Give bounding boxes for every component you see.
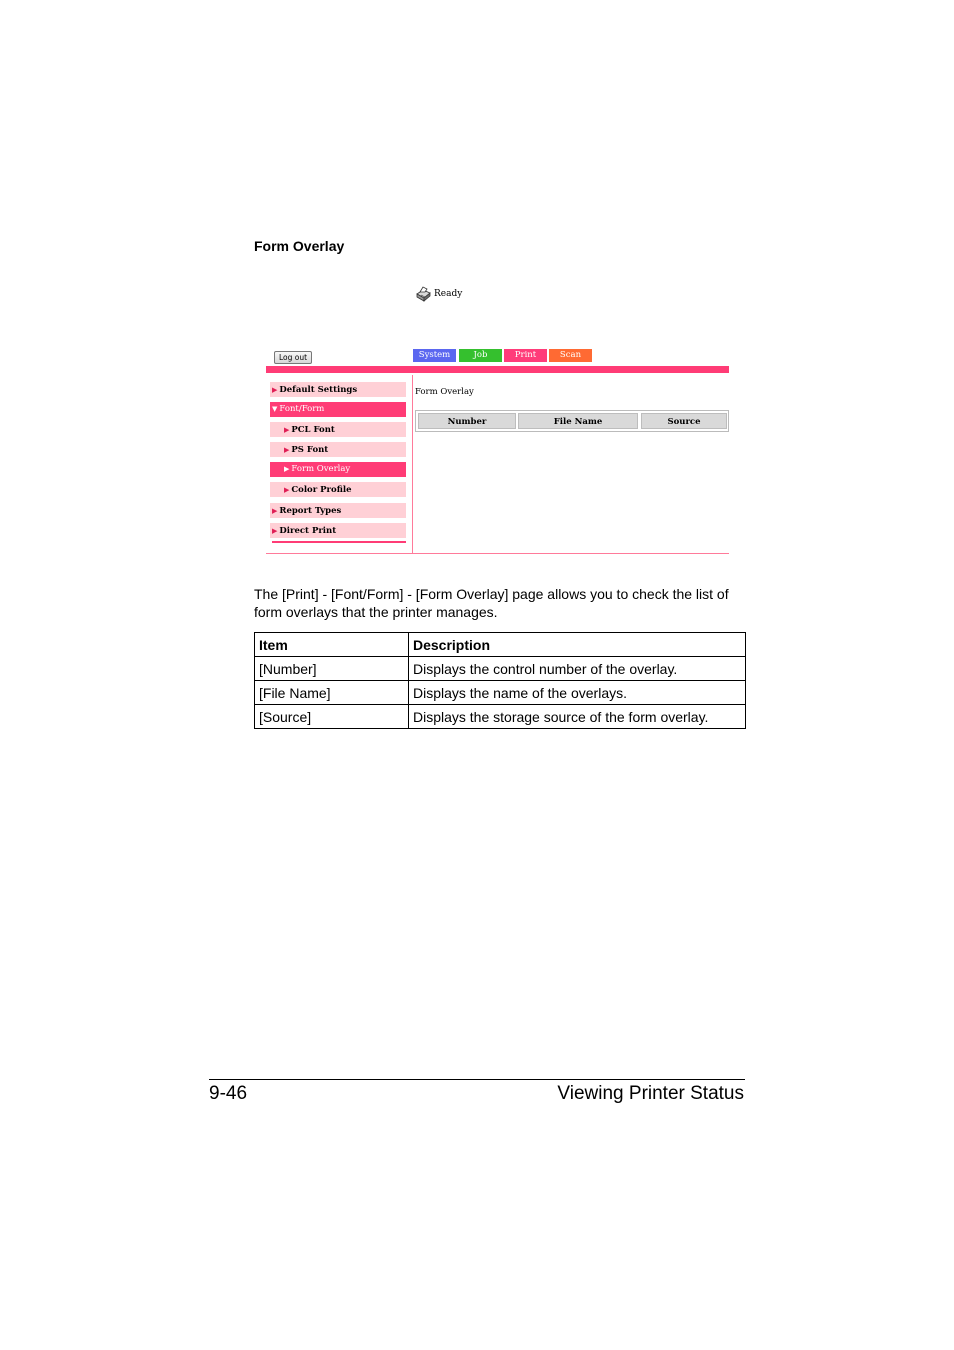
printer-icon bbox=[414, 285, 432, 303]
table-row bbox=[255, 657, 746, 681]
tab-print[interactable]: Print bbox=[504, 349, 547, 362]
nav-bottom-divider bbox=[272, 541, 406, 543]
nav-item-direct-print[interactable]: ▶ Direct Print bbox=[270, 523, 406, 538]
cell-item: [Source] bbox=[255, 705, 409, 729]
table-header-row bbox=[255, 633, 746, 657]
cell-description: Displays the name of the overlays. bbox=[409, 681, 746, 705]
table-row bbox=[255, 681, 746, 705]
tab-system[interactable]: System bbox=[413, 349, 456, 362]
page-number: 9-46 bbox=[209, 1083, 248, 1104]
nav-item-font-form[interactable]: ▼ Font/Form bbox=[270, 402, 406, 417]
tab-scan[interactable]: Scan bbox=[549, 349, 592, 362]
nav-item-form-overlay[interactable]: ▶ Form Overlay bbox=[270, 462, 406, 477]
cell-item: [File Name] bbox=[255, 681, 409, 705]
nav-item-default-settings[interactable]: ▶ Default Settings bbox=[270, 382, 406, 397]
caret-right-icon: ▶ bbox=[272, 385, 278, 394]
column-header-source: Source bbox=[641, 413, 727, 429]
printer-status bbox=[414, 284, 462, 304]
section-heading: Form Overlay bbox=[254, 238, 345, 254]
cell-description: Displays the control number of the overlay. bbox=[409, 657, 746, 681]
vertical-divider bbox=[412, 375, 413, 553]
cell-description: Displays the storage source of the form overlay. bbox=[409, 705, 746, 729]
nav-item-pcl-font[interactable]: ▶ PCL Font bbox=[270, 422, 406, 437]
caret-right-icon: ▶ bbox=[284, 465, 290, 473]
footer-rule bbox=[209, 1079, 745, 1080]
logout-button[interactable]: Log out bbox=[274, 351, 312, 364]
header-description: Description bbox=[409, 633, 746, 657]
nav-item-ps-font[interactable]: ▶ PS Font bbox=[270, 442, 406, 457]
caret-right-icon: ▶ bbox=[284, 485, 290, 494]
tab-job[interactable]: Job bbox=[459, 349, 502, 362]
caret-right-icon: ▶ bbox=[284, 425, 290, 434]
content-title: Form Overlay bbox=[415, 387, 474, 397]
table-row bbox=[255, 705, 746, 729]
nav-item-color-profile[interactable]: ▶ Color Profile bbox=[270, 482, 406, 497]
status-text: Ready bbox=[434, 289, 463, 299]
column-header-file-name: File Name bbox=[518, 413, 638, 429]
caret-down-icon: ▼ bbox=[272, 405, 278, 413]
cell-item: [Number] bbox=[255, 657, 409, 681]
bottom-divider bbox=[266, 553, 729, 554]
caret-right-icon: ▶ bbox=[284, 445, 290, 454]
description-table bbox=[254, 632, 746, 729]
caret-right-icon: ▶ bbox=[272, 506, 278, 515]
overlay-table-header bbox=[415, 410, 729, 432]
body-paragraph: The [Print] - [Font/Form] - [Form Overlay] page allows you to check the list of form overlays that the printer manages. bbox=[254, 586, 729, 620]
nav-item-report-types[interactable]: ▶ Report Types bbox=[270, 503, 406, 518]
header-bar bbox=[266, 366, 729, 373]
embedded-screenshot bbox=[264, 280, 732, 560]
header-item: Item bbox=[255, 633, 409, 657]
caret-right-icon: ▶ bbox=[272, 526, 278, 535]
footer-title: Viewing Printer Status bbox=[557, 1083, 744, 1104]
column-header-number: Number bbox=[418, 413, 516, 429]
